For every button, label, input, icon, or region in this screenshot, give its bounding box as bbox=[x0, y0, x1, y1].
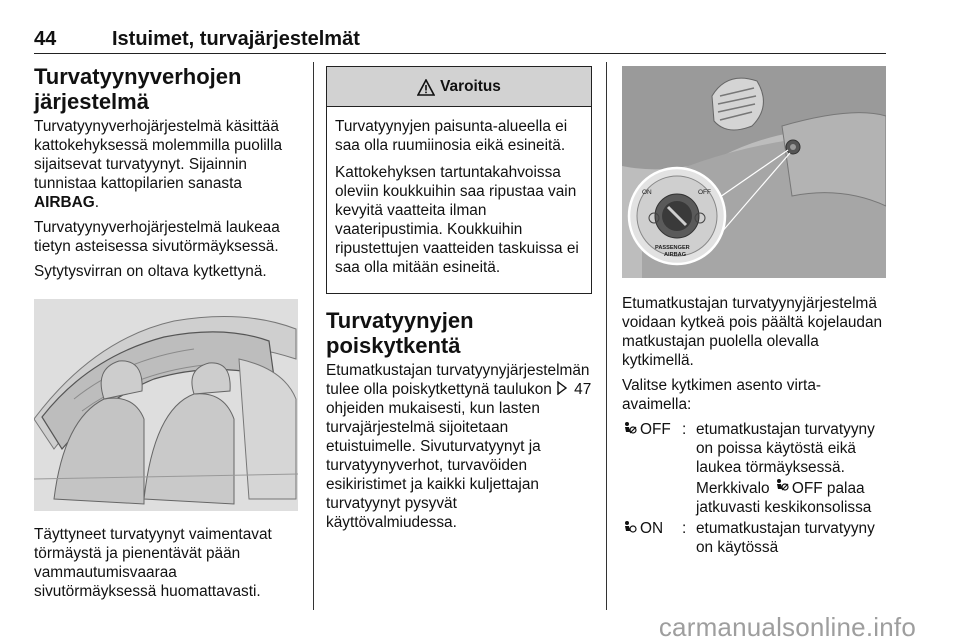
paragraph-select-position: Valitse kytkimen asento virta-avaimella: bbox=[622, 377, 822, 413]
svg-text:ON: ON bbox=[642, 189, 652, 196]
airbag-on-icon bbox=[622, 520, 638, 536]
airbag-switch-photo bbox=[622, 66, 886, 278]
column-divider-right bbox=[606, 62, 607, 610]
page-reference-icon bbox=[556, 381, 572, 397]
paragraph-switch-intro: Etumatkustajan turvatyynyjärjestelmä voidaan kytkeä pois päältä kojelaudan matkustajan puolella olevalla kytkimellä. bbox=[622, 295, 883, 369]
warning-body bbox=[327, 107, 591, 293]
chapter-title: Istuimet, turvajärjestelmät bbox=[112, 28, 360, 50]
page-reference[interactable]: 47 bbox=[574, 381, 592, 398]
airbag-off-icon-inline bbox=[774, 478, 790, 494]
svg-text:PASSENGER: PASSENGER bbox=[655, 245, 690, 251]
switch-label-on bbox=[642, 189, 652, 196]
watermark: carmanualsonline.info bbox=[658, 612, 916, 642]
svg-text:OFF: OFF bbox=[698, 189, 711, 196]
page-number: 44 bbox=[34, 28, 57, 50]
warning-header bbox=[327, 67, 591, 107]
right-column bbox=[622, 66, 886, 559]
warning-box bbox=[326, 66, 592, 294]
warning-paragraph-1: Turvatyynyjen paisunta-alueella ei saa olla ruumiinosia eikä esineitä. bbox=[335, 118, 568, 154]
definition-off-value: etumatkustajan turvatyyny on poissa käytöstä eikä laukea törmäyksessä. Merkkivalo OFF palaa jatkuvasti keskikonsolissa bbox=[696, 421, 875, 516]
paragraph-ignition: Sytytysvirran on oltava kytkettynä. bbox=[34, 263, 267, 280]
section-title-airbag-deactivation: Turvatyynyjen poiskytkentä bbox=[326, 308, 474, 358]
definition-on-key: ON bbox=[622, 519, 682, 557]
switch-label-airbag bbox=[664, 252, 686, 258]
curtain-airbag-illustration bbox=[34, 299, 298, 511]
svg-text:AIRBAG: AIRBAG bbox=[664, 252, 687, 258]
section-title-curtain-airbag: Turvatyynyverhojen järjestelmä bbox=[34, 64, 242, 114]
definition-off-key: OFF bbox=[622, 420, 682, 517]
illustration-caption: Täyttyneet turvatyynyt vaimentavat törmäystä ja pienentävät pään vammautumisvaaraa sivutörmäyksessä huomattavasti. bbox=[34, 526, 272, 600]
definition-on-value: etumatkustajan turvatyyny on käytössä bbox=[696, 520, 875, 556]
paragraph-curtain-intro: Turvatyynyverhojärjestelmä käsittää kattokehyksessä molemmilla puolilla sijaitsevat turvatyynyt. Sijainnin tunnistaa kattopilarien sanasta AIRBAG. bbox=[34, 118, 283, 211]
page-header bbox=[34, 28, 886, 54]
warning-triangle-icon bbox=[417, 79, 435, 96]
switch-label-passenger bbox=[655, 245, 690, 251]
airbag-keyword: AIRBAG bbox=[34, 194, 95, 211]
paragraph-deactivation: Etumatkustajan turvatyynyjärjestelmän tulee olla poiskytkettynä taulukon 47 ohjeiden mukaisesti, kun lasten turvajärjestelmä sijoitetaan etuistuimelle. Sivuturvatyynyt ja turvatyynyverhot, turvavöiden esikiristimet ja kaikki kuljettajan turvatyynyt pysyvät käyttövalmiudessa. bbox=[326, 362, 592, 531]
middle-column bbox=[326, 66, 592, 538]
warning-title: Varoitus bbox=[440, 78, 501, 95]
warning-paragraph-2: Kattokehyksen tartuntakahvoissa oleviin koukkuihin saa ripustaa vain kevyitä vaatteita ilman vaateripustimia. Koukkuihin ripustettujen vaatteiden taskuissa ei saa olla mitään esineitä. bbox=[335, 164, 579, 276]
column-divider-left bbox=[313, 62, 314, 610]
definition-on: ON : etumatkustajan turvatyyny on käytössä bbox=[622, 519, 886, 557]
definition-off: OFF : etumatkustajan turvatyyny on poissa käytöstä eikä laukea törmäyksessä. Merkkivalo OFF palaa jatkuvasti keskikonsolissa bbox=[622, 420, 886, 517]
paragraph-curtain-trigger: Turvatyynyverhojärjestelmä laukeaa tietyn asteisessa sivutörmäyksessä. bbox=[34, 219, 280, 255]
switch-label-off bbox=[698, 189, 711, 196]
airbag-off-icon bbox=[622, 421, 638, 437]
left-column bbox=[34, 64, 296, 607]
